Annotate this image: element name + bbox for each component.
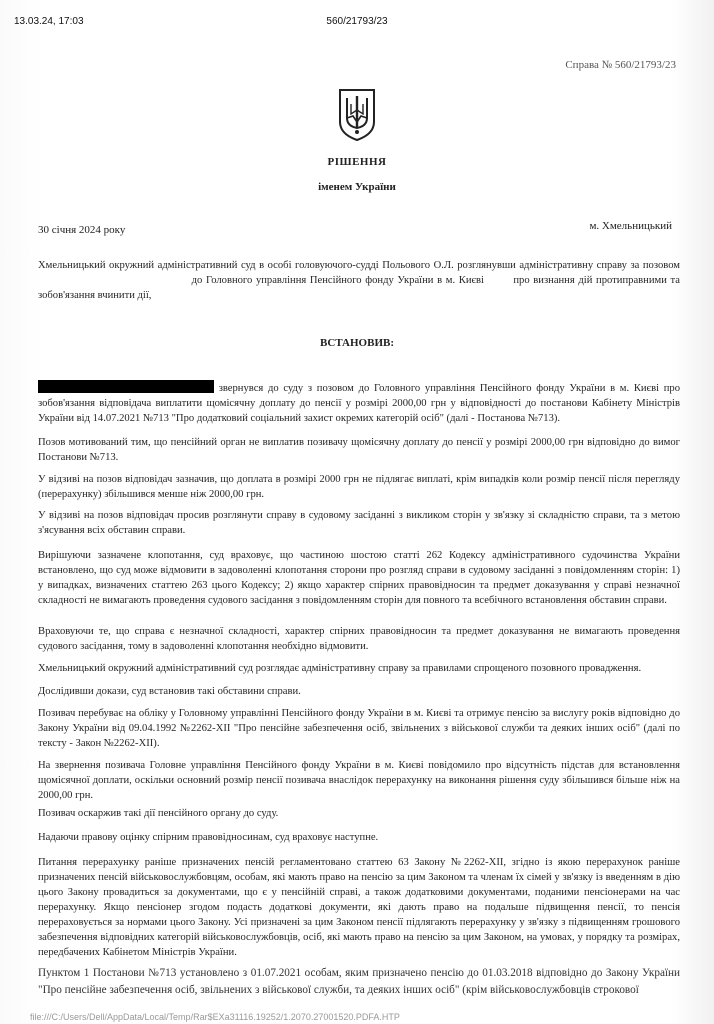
file-path-footer: file:///C:/Users/Dell/AppData/Local/Temp/Rar$EXa31116.19252/1.2070.27001520.PDFA.HTP bbox=[30, 1012, 400, 1022]
intro-text-3: про визнання дій протиправними та зобов'язання вчинити дії, bbox=[38, 275, 680, 301]
paragraph-7: Хмельницький окружний адміністративний суд розглядає адміністративну справу за правилами спрощеного позовного провадження. bbox=[38, 663, 642, 674]
paragraph-5: Вирішуючи зазначене клопотання, суд враховує, що частиною шостою статті 262 Кодексу адміністративного судочинства України встановлено, що суд може відмовити в задоволенні клопотання сторони про розгляд справи в судовому засіданні з повідомленням сторін: 1) у випадках, визначених статтею 263 цього Кодексу; 2) якщо характер спірних правовідносин та предмет доказування у справі незначної складності не вимагають проведення судового засідання з повідомленням сторін для повного та всебічного встановлення обставин справи. bbox=[38, 550, 680, 606]
decision-date: 30 січня 2024 року bbox=[38, 224, 126, 236]
paragraph-4: У відзиві на позов відповідач просив розглянути справу в судовому засіданні з викликом сторін у зв'язку зі складністю справи, та з метою з'ясування всіх обставин справи. bbox=[38, 510, 680, 536]
print-doc-id: 560/21793/23 bbox=[326, 16, 388, 27]
paragraph-11: Позивач оскаржив такі дії пенсійного органу до суду. bbox=[38, 808, 279, 819]
redaction-bar bbox=[38, 380, 214, 393]
intro-text-2: до Головного управління Пенсійного фонду України в м. Києві bbox=[191, 275, 485, 286]
paragraph-3: У відзиві на позов відповідач зазначив, що доплата в розмірі 2000 грн не підлягає виплаті, крім випадків коли розмір пенсії після перегляду (перерахунку) збільшився менше ніж 2000,00 грн. bbox=[38, 474, 680, 500]
paragraph-1-text: звернувся до суду з позовом до Головного управління Пенсійного фонду України в м. Києві про зобов'язання відповідача виплатити щомісячну доплату до пенсії у розмірі 2000,00 грн у відповідності до постанови Кабінету Міністрів України від 14.07.2021 №713 "Про додатковий соціальний захист окремих категорій осіб" (далі - Постанова №713). bbox=[38, 383, 680, 424]
paragraph-1 bbox=[38, 380, 680, 426]
paragraph-12: Надаючи правову оцінку спірним правовідносинам, суд враховує наступне. bbox=[38, 832, 379, 843]
paragraph-2: Позов мотивований тим, що пенсійний орган не виплатив позивачу щомісячну доплату до пенсії у розмірі 2000,00 грн відповідно до вимог Постанови №713. bbox=[38, 437, 680, 463]
trident-emblem-icon bbox=[337, 88, 377, 142]
document-subtitle: іменем України bbox=[318, 181, 396, 193]
intro-text-1: Хмельницький окружний адміністративний суд в особі головуючого-судді Польового О.Л. розглянувши адміністративну справу за позовом bbox=[38, 260, 680, 271]
decision-city: м. Хмельницький bbox=[589, 220, 672, 232]
paragraph-8: Дослідивши докази, суд встановив такі обставини справи. bbox=[38, 686, 301, 697]
paragraph-9: Позивач перебуває на обліку у Головному управлінні Пенсійного фонду України в м. Києві та отримує пенсію за вислугу років відповідно до Закону України від 09.04.1992 №2262-XII "Про пенсійне забезпечення осіб, звільнених з військової служби та деяких інших осіб" (далі по тексту - Закон №2262-XII). bbox=[38, 708, 680, 749]
paragraph-14: Пунктом 1 Постанови №713 установлено з 01.07.2021 особам, яким призначено пенсію до 01.03.2018 відповідно до Закону України "Про пенсійне забезпечення осіб, звільнених з військової служби, та деяких інших осіб" (крім військовослужбовців строкової bbox=[38, 967, 680, 996]
paragraph-13: Питання перерахунку раніше призначених пенсій регламентовано статтею 63 Закону №2262-XII, згідно із якою перерахунок раніше призначених пенсій військовослужбовцям, особам, які мають право на пенсію за цим Законом та членам їх сімей у зв'язку із введенням в дію цього Закону провадиться за документами, що є у пенсійній справі, а також додатковими документами, поданими пенсіонерами на час перерахунку. Якщо пенсіонер згодом подасть додаткові документи, які дають право на подальше підвищення пенсії, то пенсія перераховується за нормами цього Закону. Усі призначені за цим Законом пенсії підлягають перерахунку у зв'язку з підвищенням грошового забезпечення відповідних категорій військовослужбовців, осіб, які мають право на пенсію за цим Законом, на умовах, у порядку та розмірах, передбачених Кабінетом Міністрів України. bbox=[38, 857, 680, 958]
print-datetime: 13.03.24, 17:03 bbox=[14, 16, 84, 27]
case-number: Справа № 560/21793/23 bbox=[565, 59, 676, 71]
paragraph-10: На звернення позивача Головне управління Пенсійного фонду України в м. Києві повідомило про відсутність підстав для встановлення щомісячної доплати, оскільки основний розмір пенсії позивача внаслідок перерахунку на виконання рішення суду збільшився більше ніж на 2000,00 грн. bbox=[38, 760, 680, 801]
paragraph-6: Враховуючи те, що справа є незначної складності, характер спірних правовідносин та предмет доказування не вимагають проведення судового засідання, тому в задоволенні клопотання необхідно відмовити. bbox=[38, 626, 680, 652]
document-title: РІШЕННЯ bbox=[327, 156, 387, 168]
intro-paragraph bbox=[38, 258, 680, 303]
section-heading: ВСТАНОВИВ: bbox=[319, 337, 395, 349]
